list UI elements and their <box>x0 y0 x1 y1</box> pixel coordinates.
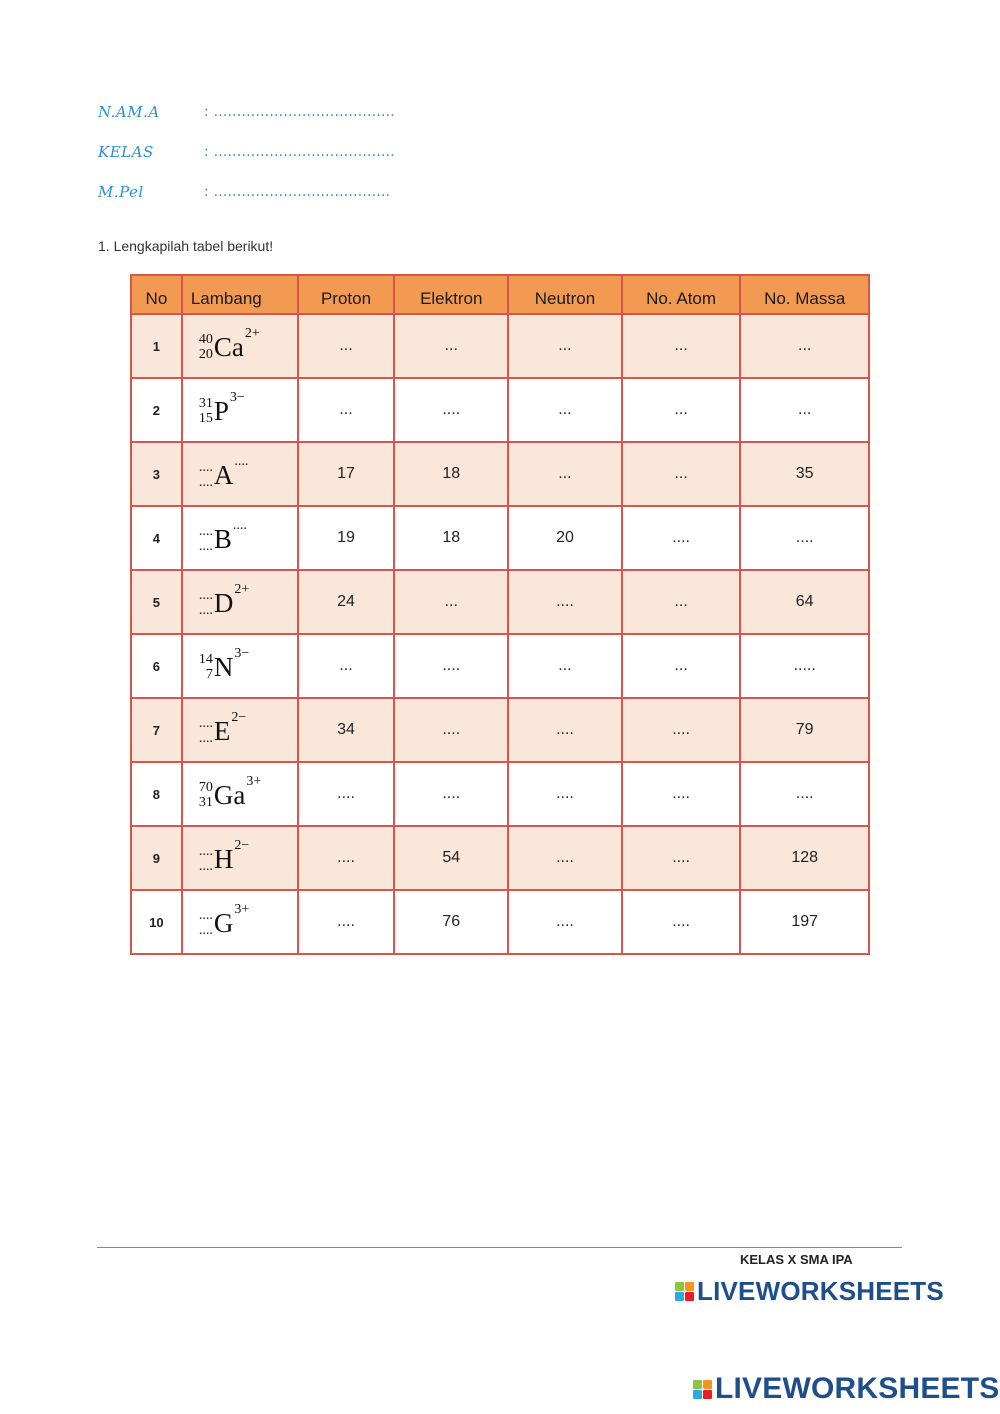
cell-no-massa[interactable]: .... <box>740 762 869 826</box>
field-nama-value[interactable]: : ....................................... <box>204 104 395 120</box>
mass-number[interactable]: .... <box>198 588 213 603</box>
field-kelas-value[interactable]: : ....................................... <box>204 144 395 160</box>
cell-no-atom[interactable]: ... <box>622 634 741 698</box>
cell-neutron[interactable]: .... <box>508 570 622 634</box>
cell-neutron[interactable]: ... <box>508 314 622 378</box>
header-neutron: Neutron <box>508 275 622 314</box>
mass-number[interactable]: .... <box>198 524 213 539</box>
field-mapel-label: M.Pel <box>98 183 144 201</box>
element-symbol: A <box>213 460 234 490</box>
ion-charge[interactable]: 2+ <box>244 326 260 341</box>
cell-lambang <box>182 762 298 826</box>
cell-no-atom[interactable]: .... <box>622 506 741 570</box>
cell-no-massa[interactable]: ... <box>740 378 869 442</box>
cell-no-atom[interactable]: .... <box>622 762 741 826</box>
table-row <box>131 378 869 442</box>
table-row <box>131 442 869 506</box>
cell-elektron[interactable]: ... <box>394 314 508 378</box>
atomic-number[interactable]: 7 <box>205 667 213 682</box>
cell-elektron: 54 <box>394 826 508 890</box>
cell-proton[interactable]: .... <box>298 890 395 954</box>
atomic-number[interactable]: .... <box>198 603 213 618</box>
isotope-symbol <box>183 390 245 426</box>
logo-square <box>685 1292 694 1301</box>
cell-lambang <box>182 826 298 890</box>
element-symbol: N <box>213 652 234 682</box>
isotope-numbers <box>199 780 213 810</box>
atomic-number[interactable]: .... <box>198 859 213 874</box>
cell-no-atom[interactable]: .... <box>622 698 741 762</box>
cell-neutron[interactable]: .... <box>508 890 622 954</box>
isotope-numbers <box>199 332 213 362</box>
isotope-numbers <box>199 844 213 874</box>
ion-charge[interactable]: .... <box>232 518 247 533</box>
logo-square <box>703 1380 712 1389</box>
isotope-numbers <box>199 460 213 490</box>
table-row <box>131 698 869 762</box>
field-nama <box>98 100 395 124</box>
cell-no: 9 <box>131 826 182 890</box>
mass-number[interactable]: .... <box>198 844 213 859</box>
isotope-symbol <box>183 710 247 746</box>
mass-number[interactable]: .... <box>198 460 213 475</box>
cell-no-atom[interactable]: ... <box>622 314 741 378</box>
cell-lambang <box>182 314 298 378</box>
atomic-number[interactable]: 15 <box>198 411 213 426</box>
cell-no: 4 <box>131 506 182 570</box>
cell-no: 2 <box>131 378 182 442</box>
footer-class-label: KELAS X SMA IPA <box>740 1252 853 1267</box>
ion-charge[interactable]: 3+ <box>234 902 250 917</box>
logo-square <box>675 1292 684 1301</box>
cell-neutron[interactable]: .... <box>508 698 622 762</box>
isotope-numbers <box>199 396 213 426</box>
table-header-row <box>131 275 869 314</box>
logo-square <box>693 1380 702 1389</box>
cell-proton[interactable]: .... <box>298 762 395 826</box>
liveworksheets-logo-icon <box>693 1380 712 1399</box>
cell-neutron[interactable]: .... <box>508 826 622 890</box>
cell-proton: 17 <box>298 442 395 506</box>
table-row <box>131 762 869 826</box>
field-kelas-label: KELAS <box>98 143 154 161</box>
table-row <box>131 506 869 570</box>
cell-neutron[interactable]: ... <box>508 442 622 506</box>
isotope-symbol <box>183 774 262 810</box>
cell-no-massa[interactable]: ... <box>740 314 869 378</box>
cell-elektron[interactable]: ... <box>394 570 508 634</box>
header-no: No <box>131 275 182 314</box>
cell-no-atom[interactable]: ... <box>622 378 741 442</box>
cell-no-atom[interactable]: ... <box>622 442 741 506</box>
isotope-symbol <box>183 518 247 554</box>
mass-number[interactable]: 14 <box>198 652 213 667</box>
isotope-numbers <box>199 524 213 554</box>
cell-no: 7 <box>131 698 182 762</box>
cell-elektron[interactable]: .... <box>394 378 508 442</box>
field-nama-label: N.AM.A <box>98 103 160 121</box>
cell-no-massa: 35 <box>740 442 869 506</box>
cell-no-massa[interactable]: ..... <box>740 634 869 698</box>
table-row <box>131 314 869 378</box>
cell-proton: 34 <box>298 698 395 762</box>
isotope-numbers <box>199 652 213 682</box>
cell-lambang <box>182 570 298 634</box>
cell-lambang <box>182 378 298 442</box>
atomic-number[interactable]: .... <box>198 539 213 554</box>
cell-elektron[interactable]: .... <box>394 762 508 826</box>
isotope-symbol <box>183 902 250 938</box>
element-symbol: G <box>213 908 234 938</box>
atom-table <box>130 274 870 955</box>
cell-no-massa: 197 <box>740 890 869 954</box>
cell-neutron[interactable]: .... <box>508 762 622 826</box>
brand-logo-top[interactable] <box>675 1276 944 1307</box>
instruction-text: 1. Lengkapilah tabel berikut! <box>98 238 274 254</box>
field-mapel <box>98 180 390 204</box>
mass-number[interactable]: .... <box>198 716 213 731</box>
cell-neutron[interactable]: ... <box>508 378 622 442</box>
field-mapel-value[interactable]: : ...................................... <box>204 184 391 200</box>
cell-no: 10 <box>131 890 182 954</box>
header-proton: Proton <box>298 275 395 314</box>
cell-no: 8 <box>131 762 182 826</box>
cell-proton[interactable]: .... <box>298 826 395 890</box>
mass-number[interactable]: .... <box>198 908 213 923</box>
brand-logo-bottom[interactable] <box>693 1372 1000 1406</box>
logo-square <box>693 1390 702 1399</box>
ion-charge[interactable]: .... <box>234 454 249 469</box>
isotope-numbers <box>199 908 213 938</box>
cell-neutron: 20 <box>508 506 622 570</box>
ion-charge[interactable]: 3+ <box>246 774 262 789</box>
atomic-number[interactable]: 31 <box>198 795 213 810</box>
cell-elektron[interactable]: .... <box>394 698 508 762</box>
isotope-numbers <box>199 588 213 618</box>
logo-square <box>675 1282 684 1291</box>
isotope-symbol <box>183 454 249 490</box>
atomic-number[interactable]: 20 <box>198 347 213 362</box>
element-symbol: H <box>213 844 234 874</box>
cell-no-massa: 64 <box>740 570 869 634</box>
header-no-atom: No. Atom <box>622 275 741 314</box>
atomic-number[interactable]: .... <box>198 475 213 490</box>
cell-no: 3 <box>131 442 182 506</box>
cell-no: 6 <box>131 634 182 698</box>
cell-no: 5 <box>131 570 182 634</box>
element-symbol: B <box>213 524 232 554</box>
cell-no: 1 <box>131 314 182 378</box>
header-no-massa: No. Massa <box>740 275 869 314</box>
cell-proton: 24 <box>298 570 395 634</box>
isotope-symbol <box>183 646 250 682</box>
cell-no-massa: 128 <box>740 826 869 890</box>
brand-text-bottom: LIVEWORKSHEETS <box>715 1372 1000 1405</box>
cell-proton[interactable]: ... <box>298 314 395 378</box>
mass-number[interactable]: 40 <box>198 332 213 347</box>
element-symbol: D <box>213 588 234 618</box>
cell-elektron: 18 <box>394 442 508 506</box>
cell-elektron[interactable]: .... <box>394 634 508 698</box>
cell-no-atom[interactable]: ... <box>622 570 741 634</box>
cell-elektron: 18 <box>394 506 508 570</box>
cell-no-massa[interactable]: .... <box>740 506 869 570</box>
logo-square <box>685 1282 694 1291</box>
element-symbol: P <box>213 396 229 426</box>
field-kelas <box>98 140 395 164</box>
element-symbol: Ca <box>213 332 244 362</box>
mass-number[interactable]: 70 <box>198 780 213 795</box>
cell-lambang <box>182 890 298 954</box>
cell-lambang <box>182 506 298 570</box>
ion-charge[interactable]: 2− <box>231 710 247 725</box>
table-row <box>131 890 869 954</box>
cell-proton[interactable]: ... <box>298 634 395 698</box>
cell-lambang <box>182 698 298 762</box>
element-symbol: E <box>213 716 231 746</box>
cell-neutron[interactable]: ... <box>508 634 622 698</box>
cell-proton[interactable]: ... <box>298 378 395 442</box>
cell-no-massa: 79 <box>740 698 869 762</box>
cell-proton: 19 <box>298 506 395 570</box>
table-row <box>131 826 869 890</box>
table-row <box>131 634 869 698</box>
brand-text-top: LIVEWORKSHEETS <box>697 1276 944 1306</box>
ion-charge[interactable]: 2− <box>234 838 250 853</box>
isotope-symbol <box>183 582 250 618</box>
cell-no-atom[interactable]: .... <box>622 826 741 890</box>
ion-charge[interactable]: 3− <box>234 646 250 661</box>
liveworksheets-logo-icon <box>675 1282 694 1301</box>
atomic-number[interactable]: .... <box>198 923 213 938</box>
header-elektron: Elektron <box>394 275 508 314</box>
isotope-numbers <box>199 716 213 746</box>
header-lambang: Lambang <box>182 275 298 314</box>
cell-no-atom[interactable]: .... <box>622 890 741 954</box>
cell-lambang <box>182 442 298 506</box>
cell-lambang <box>182 634 298 698</box>
ion-charge[interactable]: 3− <box>229 390 245 405</box>
atomic-number[interactable]: .... <box>198 731 213 746</box>
isotope-symbol <box>183 838 250 874</box>
footer-divider <box>97 1247 902 1248</box>
logo-square <box>703 1390 712 1399</box>
element-symbol: Ga <box>213 780 246 810</box>
mass-number[interactable]: 31 <box>198 396 213 411</box>
isotope-symbol <box>183 326 260 362</box>
table-row <box>131 570 869 634</box>
ion-charge[interactable]: 2+ <box>234 582 250 597</box>
cell-elektron: 76 <box>394 890 508 954</box>
